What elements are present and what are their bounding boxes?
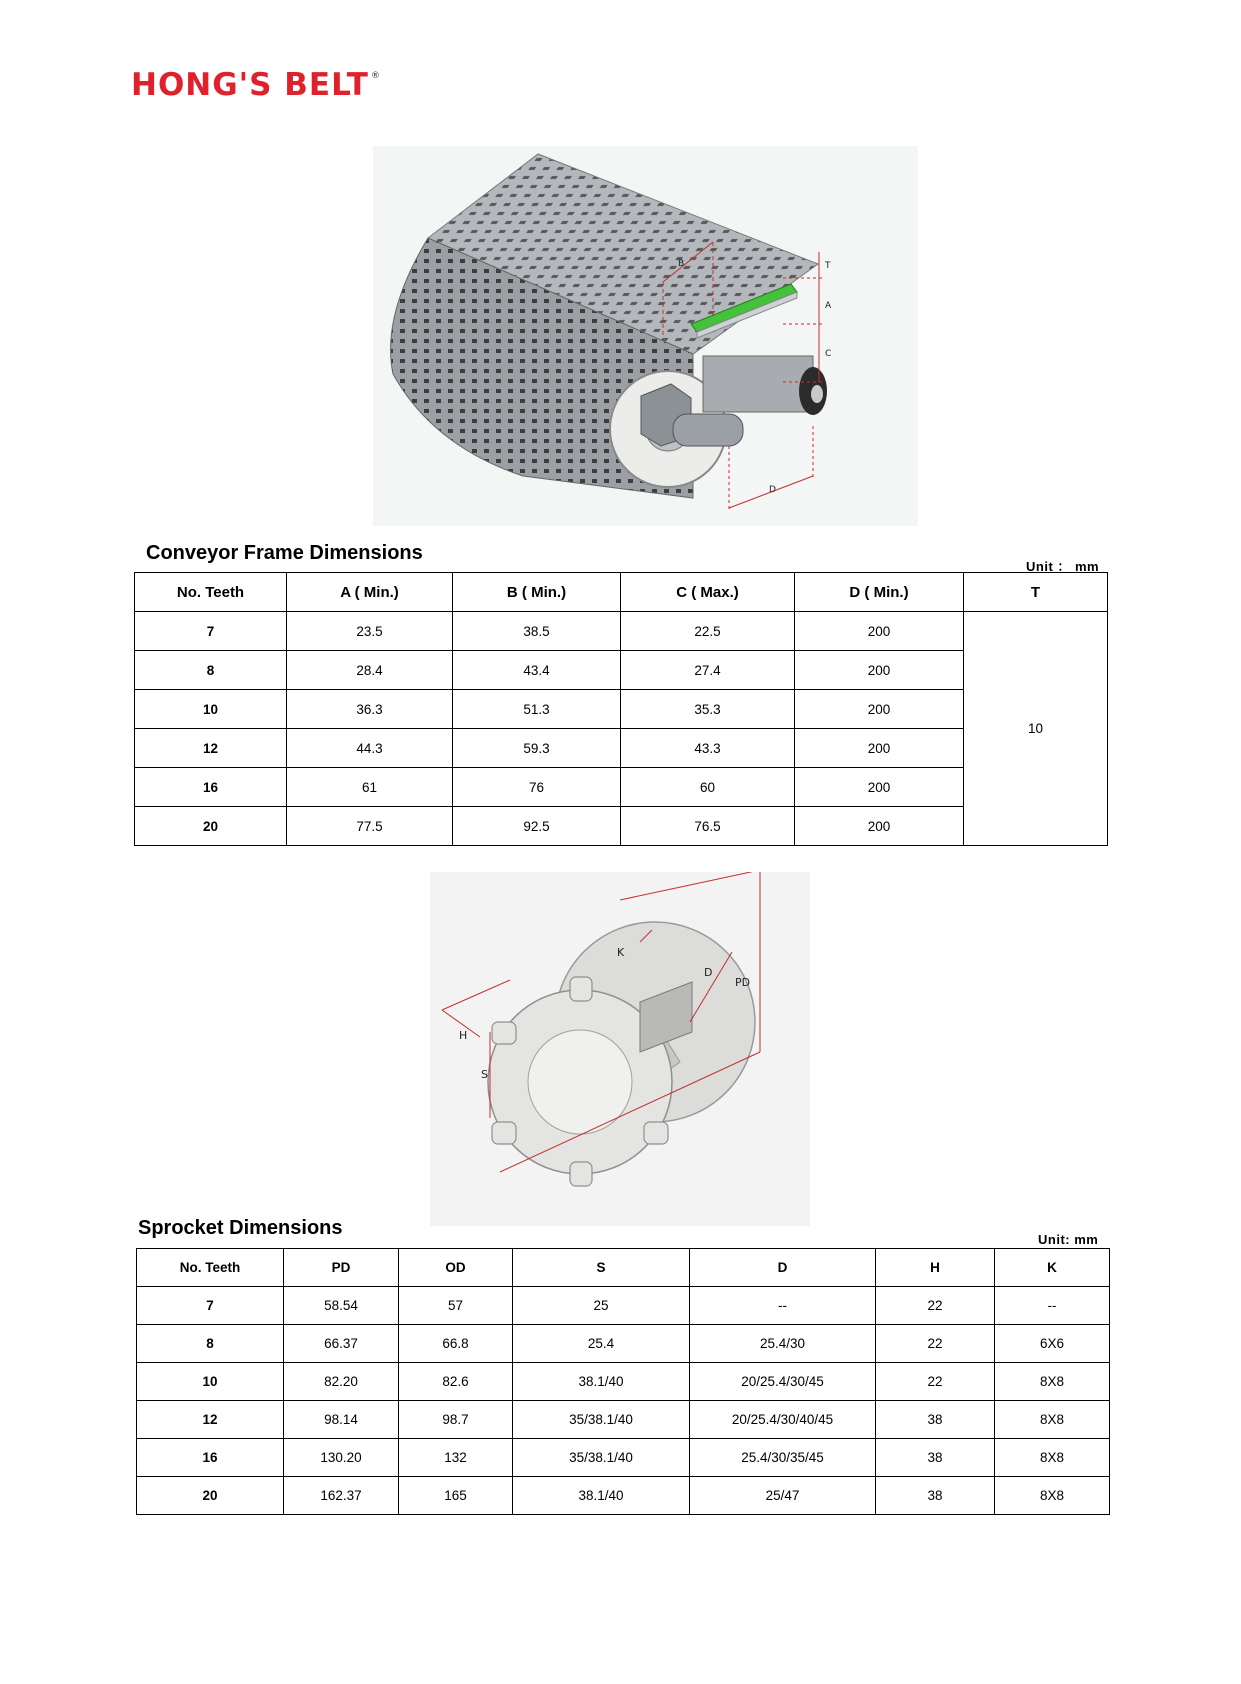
table-row (135, 651, 1108, 690)
conveyor-diagram (373, 146, 918, 526)
table-cell: 28.4 (287, 651, 453, 690)
dim-label-c: C (825, 349, 832, 359)
dim-label-a: A (825, 301, 832, 311)
table-cell: 35/38.1/40 (513, 1439, 690, 1477)
frame-title: Conveyor Frame Dimensions (146, 542, 423, 564)
table-cell: 43.4 (453, 651, 621, 690)
table-cell: 10 (137, 1363, 284, 1401)
table-cell: 25 (513, 1287, 690, 1325)
table-cell: 76.5 (621, 807, 795, 846)
table-cell: 35/38.1/40 (513, 1401, 690, 1439)
table-cell: 98.14 (284, 1401, 399, 1439)
table-cell: 8X8 (995, 1363, 1110, 1401)
table-cell: 200 (795, 807, 964, 846)
column-header: B ( Min.) (453, 573, 621, 612)
sprocket-diagram (430, 872, 810, 1226)
table-cell: 200 (795, 768, 964, 807)
table-cell: 57 (399, 1287, 513, 1325)
table-cell: 8X8 (995, 1439, 1110, 1477)
table-cell: 6X6 (995, 1325, 1110, 1363)
t-value-cell: 10 (964, 612, 1108, 846)
column-header: No. Teeth (135, 573, 287, 612)
table-cell: 200 (795, 651, 964, 690)
table-cell: 12 (135, 729, 287, 768)
table-cell: 20/25.4/30/45 (690, 1363, 876, 1401)
table-cell: 16 (137, 1439, 284, 1477)
table-row (135, 807, 1108, 846)
table-cell: 23.5 (287, 612, 453, 651)
table-cell: 25.4/30/35/45 (690, 1439, 876, 1477)
table-row (135, 612, 1108, 651)
table-header-row (137, 1249, 1110, 1287)
column-header: C ( Max.) (621, 573, 795, 612)
table-cell: 8X8 (995, 1401, 1110, 1439)
table-cell: 82.20 (284, 1363, 399, 1401)
table-cell: 27.4 (621, 651, 795, 690)
table-cell: 22 (876, 1363, 995, 1401)
table-cell: 20 (135, 807, 287, 846)
table-cell: 20/25.4/30/40/45 (690, 1401, 876, 1439)
dim-label-d: D (769, 485, 776, 495)
table-cell: 200 (795, 612, 964, 651)
frame-dimensions-table (134, 572, 1108, 846)
table-cell: 10 (135, 690, 287, 729)
table-row (135, 768, 1108, 807)
table-cell: 61 (287, 768, 453, 807)
table-row (137, 1363, 1110, 1401)
column-header: No. Teeth (137, 1249, 284, 1287)
dim-label-k: K (617, 946, 625, 959)
column-header: OD (399, 1249, 513, 1287)
column-header: S (513, 1249, 690, 1287)
table-cell: 130.20 (284, 1439, 399, 1477)
frame-unit: Unit ： mm (1026, 559, 1100, 574)
table-row (137, 1439, 1110, 1477)
column-header: T (964, 573, 1108, 612)
dim-label-pd: PD (735, 976, 751, 989)
table-cell: 59.3 (453, 729, 621, 768)
table-cell: 22 (876, 1325, 995, 1363)
table-row (137, 1401, 1110, 1439)
table-cell: 66.37 (284, 1325, 399, 1363)
dim-label-b: B (678, 259, 685, 269)
sprocket-dimensions-table (136, 1248, 1110, 1515)
table-row (137, 1477, 1110, 1515)
table-cell: -- (690, 1287, 876, 1325)
sprocket-illustration (430, 872, 810, 1226)
table-cell: 25.4 (513, 1325, 690, 1363)
brand-name: HONG'S BELT (131, 67, 369, 103)
dim-label-s: S (481, 1068, 488, 1081)
table-cell: 77.5 (287, 807, 453, 846)
table-cell: 38.5 (453, 612, 621, 651)
table-cell: 165 (399, 1477, 513, 1515)
table-cell: 76 (453, 768, 621, 807)
table-cell: 36.3 (287, 690, 453, 729)
sprocket-unit: Unit: mm (1038, 1232, 1099, 1247)
table-header-row (135, 573, 1108, 612)
dim-label-t: T (825, 261, 831, 271)
table-cell: 8 (135, 651, 287, 690)
table-row (137, 1325, 1110, 1363)
table-cell: 162.37 (284, 1477, 399, 1515)
table-row (135, 690, 1108, 729)
table-cell: 43.3 (621, 729, 795, 768)
table-cell: 22.5 (621, 612, 795, 651)
table-cell: 8 (137, 1325, 284, 1363)
table-cell: -- (995, 1287, 1110, 1325)
table-cell: 8X8 (995, 1477, 1110, 1515)
registered-mark: ® (370, 71, 381, 81)
brand-logo (131, 67, 381, 103)
column-header: H (876, 1249, 995, 1287)
table-cell: 22 (876, 1287, 995, 1325)
table-cell: 25/47 (690, 1477, 876, 1515)
table-cell: 132 (399, 1439, 513, 1477)
table-cell: 51.3 (453, 690, 621, 729)
column-header: A ( Min.) (287, 573, 453, 612)
table-cell: 7 (135, 612, 287, 651)
table-cell: 60 (621, 768, 795, 807)
sprocket-title: Sprocket Dimensions (138, 1217, 343, 1239)
table-cell: 82.6 (399, 1363, 513, 1401)
table-cell: 25.4/30 (690, 1325, 876, 1363)
table-cell: 66.8 (399, 1325, 513, 1363)
table-cell: 35.3 (621, 690, 795, 729)
table-cell: 92.5 (453, 807, 621, 846)
dim-label-d: D (704, 966, 713, 979)
table-cell: 200 (795, 729, 964, 768)
table-cell: 98.7 (399, 1401, 513, 1439)
table-cell: 7 (137, 1287, 284, 1325)
table-cell: 16 (135, 768, 287, 807)
table-cell: 20 (137, 1477, 284, 1515)
column-header: K (995, 1249, 1110, 1287)
table-cell: 12 (137, 1401, 284, 1439)
table-cell: 200 (795, 690, 964, 729)
table-cell: 38 (876, 1439, 995, 1477)
table-cell: 38 (876, 1477, 995, 1515)
table-cell: 38.1/40 (513, 1477, 690, 1515)
column-header: PD (284, 1249, 399, 1287)
column-header: D ( Min.) (795, 573, 964, 612)
table-cell: 38.1/40 (513, 1363, 690, 1401)
conveyor-illustration (373, 146, 918, 526)
column-header: D (690, 1249, 876, 1287)
table-cell: 38 (876, 1401, 995, 1439)
table-cell: 44.3 (287, 729, 453, 768)
dim-label-h: H (459, 1029, 468, 1042)
table-row (137, 1287, 1110, 1325)
table-row (135, 729, 1108, 768)
table-cell: 58.54 (284, 1287, 399, 1325)
